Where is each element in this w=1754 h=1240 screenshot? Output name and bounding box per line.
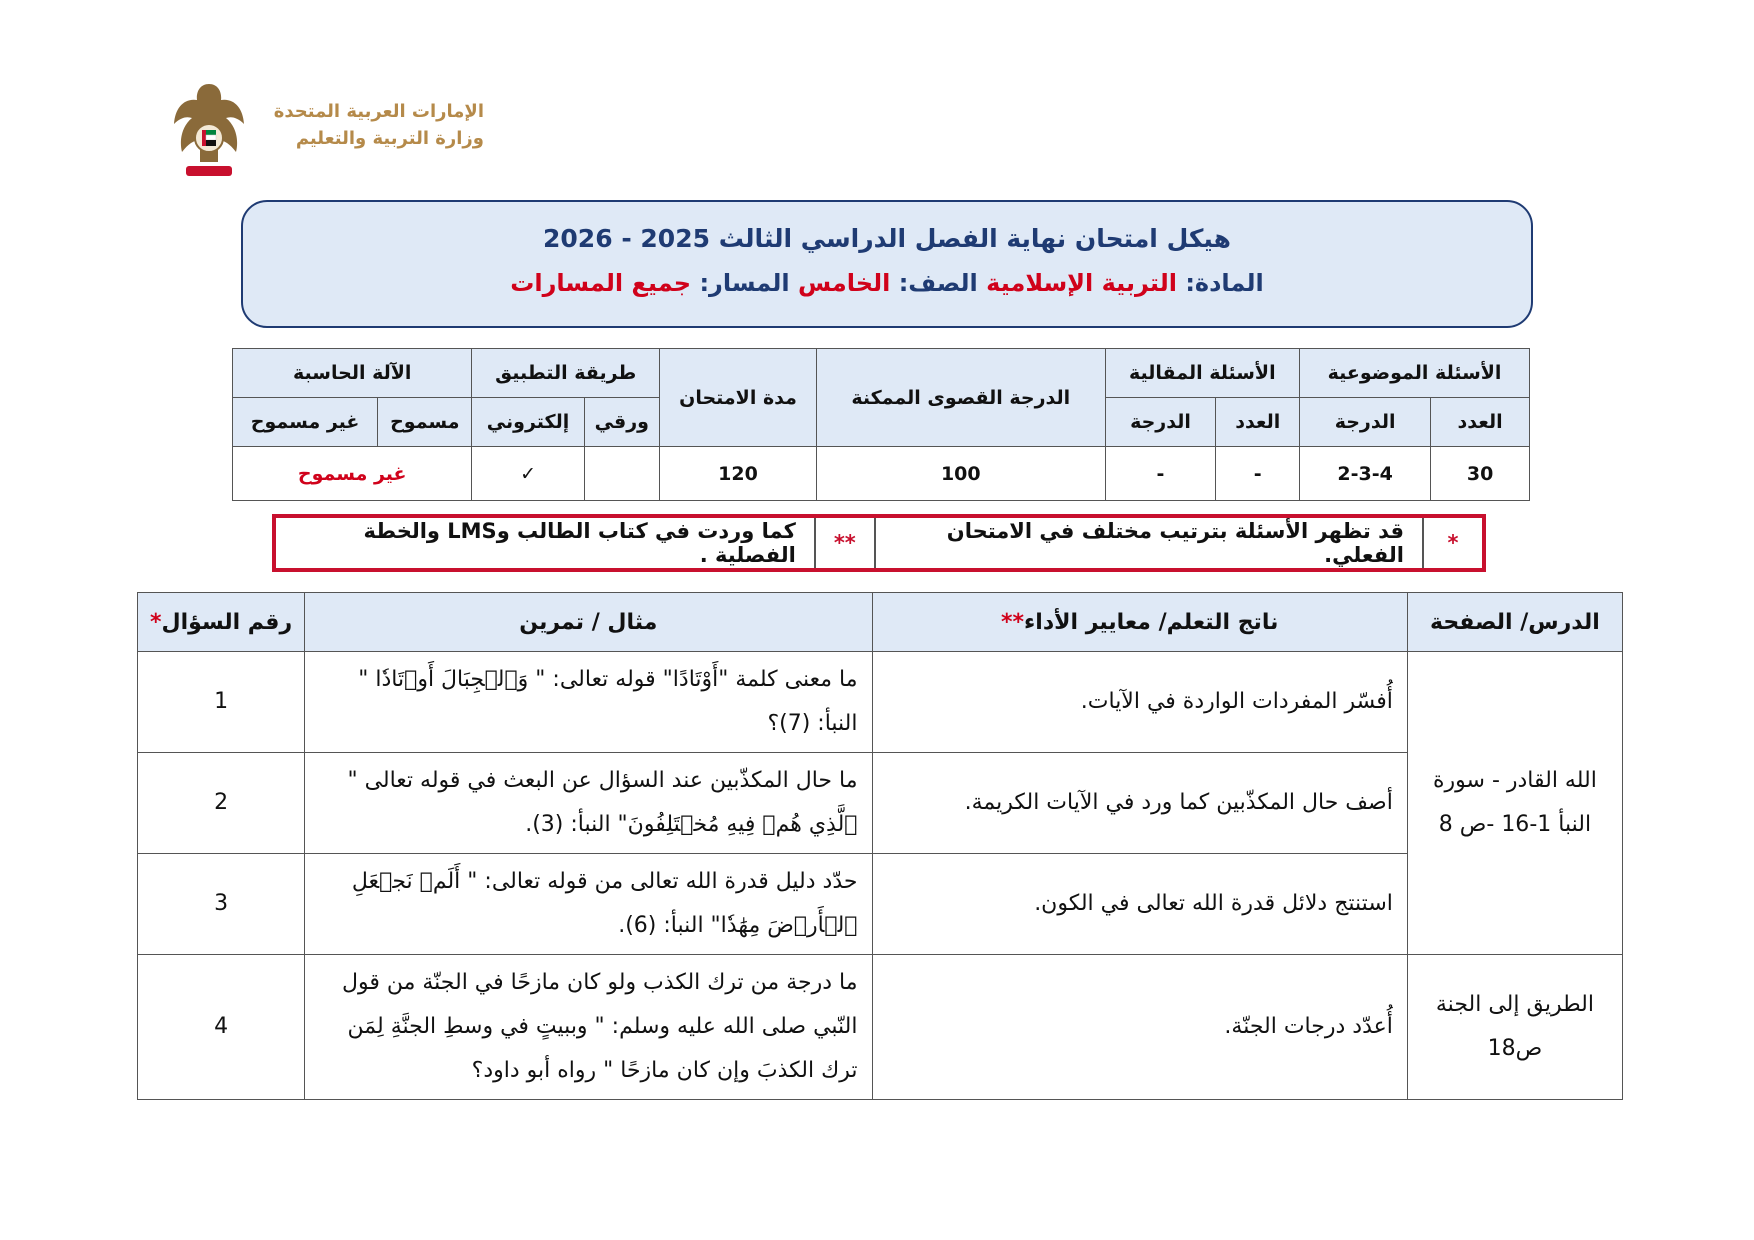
max-score: 100: [817, 447, 1105, 501]
table-row: [138, 652, 1623, 753]
outcome-header: [872, 593, 1407, 652]
essay-header: الأسئلة المقالية: [1105, 349, 1300, 398]
grade-label: الصف:: [898, 269, 978, 297]
outcome-cell: أصف حال المكذّبين كما ورد في الآيات الكريمة.: [872, 753, 1407, 854]
essay-score-label: الدرجة: [1105, 398, 1216, 447]
note-mark-1: *: [1423, 516, 1484, 570]
falcon-emblem-icon: [170, 78, 248, 183]
question-number-cell: 4: [138, 955, 305, 1100]
ministry-name: [264, 98, 484, 152]
ministry-line-1: الإمارات العربية المتحدة: [273, 101, 484, 122]
duration-header: مدة الامتحان: [659, 349, 816, 447]
example-cell: ما معنى كلمة "أَوْتَادًا" قوله تعالى: " وَٱلۡجِبَالَ أَوۡتَادٗا " النبأ: (7)؟: [305, 652, 872, 753]
number-header-mark: *: [150, 609, 162, 635]
table-row: [138, 854, 1623, 955]
example-cell: ما حال المكذّبين عند السؤال عن البعث في قوله تعالى " ٱلَّذِي هُمۡ فِيهِ مُخۡتَلِفُونَ" النبأ: (3).: [305, 753, 872, 854]
outcome-header-mark: **: [1001, 609, 1025, 635]
note-mark-2: **: [815, 516, 875, 570]
track-label: المسار:: [699, 269, 790, 297]
question-number-cell: 3: [138, 854, 305, 955]
essay-count-label: العدد: [1216, 398, 1300, 447]
objective-count-label: العدد: [1431, 398, 1530, 447]
subject-line: [243, 269, 1531, 297]
essay-count: -: [1216, 447, 1300, 501]
objective-score: 2-3-4: [1300, 447, 1431, 501]
outcome-cell: استنتج دلائل قدرة الله تعالى في الكون.: [872, 854, 1407, 955]
exam-duration: 120: [659, 447, 816, 501]
exam-specs-table: [232, 348, 1530, 501]
paper-mode: [584, 447, 659, 501]
ministry-logo: [170, 78, 500, 183]
number-header: [138, 593, 305, 652]
subject-label: المادة:: [1185, 269, 1264, 297]
question-number-cell: 1: [138, 652, 305, 753]
electronic-label: إلكتروني: [472, 398, 584, 447]
objective-score-label: الدرجة: [1300, 398, 1431, 447]
exam-title: هيكل امتحان نهاية الفصل الدراسي الثالث 2025 - 2026: [543, 224, 1231, 253]
question-number-cell: 2: [138, 753, 305, 854]
not-allowed-label: غير مسموح: [233, 398, 378, 447]
essay-score: -: [1105, 447, 1216, 501]
track-value: جميع المسارات: [510, 269, 692, 297]
table-row: [138, 753, 1623, 854]
lesson-header: الدرس/ الصفحة: [1407, 593, 1622, 652]
example-header: مثال / تمرين: [305, 593, 872, 652]
paper-label: ورقي: [584, 398, 659, 447]
objective-count: 30: [1431, 447, 1530, 501]
learning-outcomes-table: [137, 592, 1623, 1100]
lesson-cell: الطريق إلى الجنة ص18: [1407, 955, 1622, 1100]
exam-header: [241, 200, 1533, 328]
outcome-header-label: ناتج التعلم/ معايير الأداء: [1024, 609, 1279, 635]
method-header: طريقة التطبيق: [472, 349, 660, 398]
example-cell: ما درجة من ترك الكذب ولو كان مازحًا في الجنّة من قول النّبي صلى الله عليه وسلم: " وببيتٍ في وسطِ الجنَّةِ لِمَن ترك الكذبَ وإن كان مازحًا " رواه أبو داود؟: [305, 955, 872, 1100]
note-text-2: كما وردت في كتاب الطالب وLMS والخطة الفصلية .: [274, 516, 815, 570]
calculator-header: الآلة الحاسبة: [233, 349, 472, 398]
outcome-cell: أُفسّر المفردات الواردة في الآيات.: [872, 652, 1407, 753]
notes-box: [272, 514, 1486, 572]
electronic-mode: ✓: [472, 447, 584, 501]
outcome-cell: أُعدّد درجات الجنّة.: [872, 955, 1407, 1100]
ministry-line-2: وزارة التربية والتعليم: [295, 128, 484, 149]
lesson-cell: الله القادر - سورة النبأ 1-16 -ص 8: [1407, 652, 1622, 955]
objective-header: الأسئلة الموضوعية: [1300, 349, 1530, 398]
calculator-status: غير مسموح: [233, 447, 472, 501]
table-row: [138, 955, 1623, 1100]
max-score-header: الدرجة القصوى الممكنة: [817, 349, 1105, 447]
grade-value: الخامس: [798, 269, 891, 297]
number-header-label: رقم السؤال: [161, 609, 293, 635]
example-cell: حدّد دليل قدرة الله تعالى من قوله تعالى: " أَلَمۡ نَجۡعَلِ ٱلۡأَرۡضَ مِهَٰدٗا" النبأ: (6).: [305, 854, 872, 955]
subject-value: التربية الإسلامية: [986, 269, 1177, 297]
allowed-label: مسموح: [378, 398, 472, 447]
note-text-1: قد تظهر الأسئلة بترتيب مختلف في الامتحان الفعلي.: [875, 516, 1423, 570]
